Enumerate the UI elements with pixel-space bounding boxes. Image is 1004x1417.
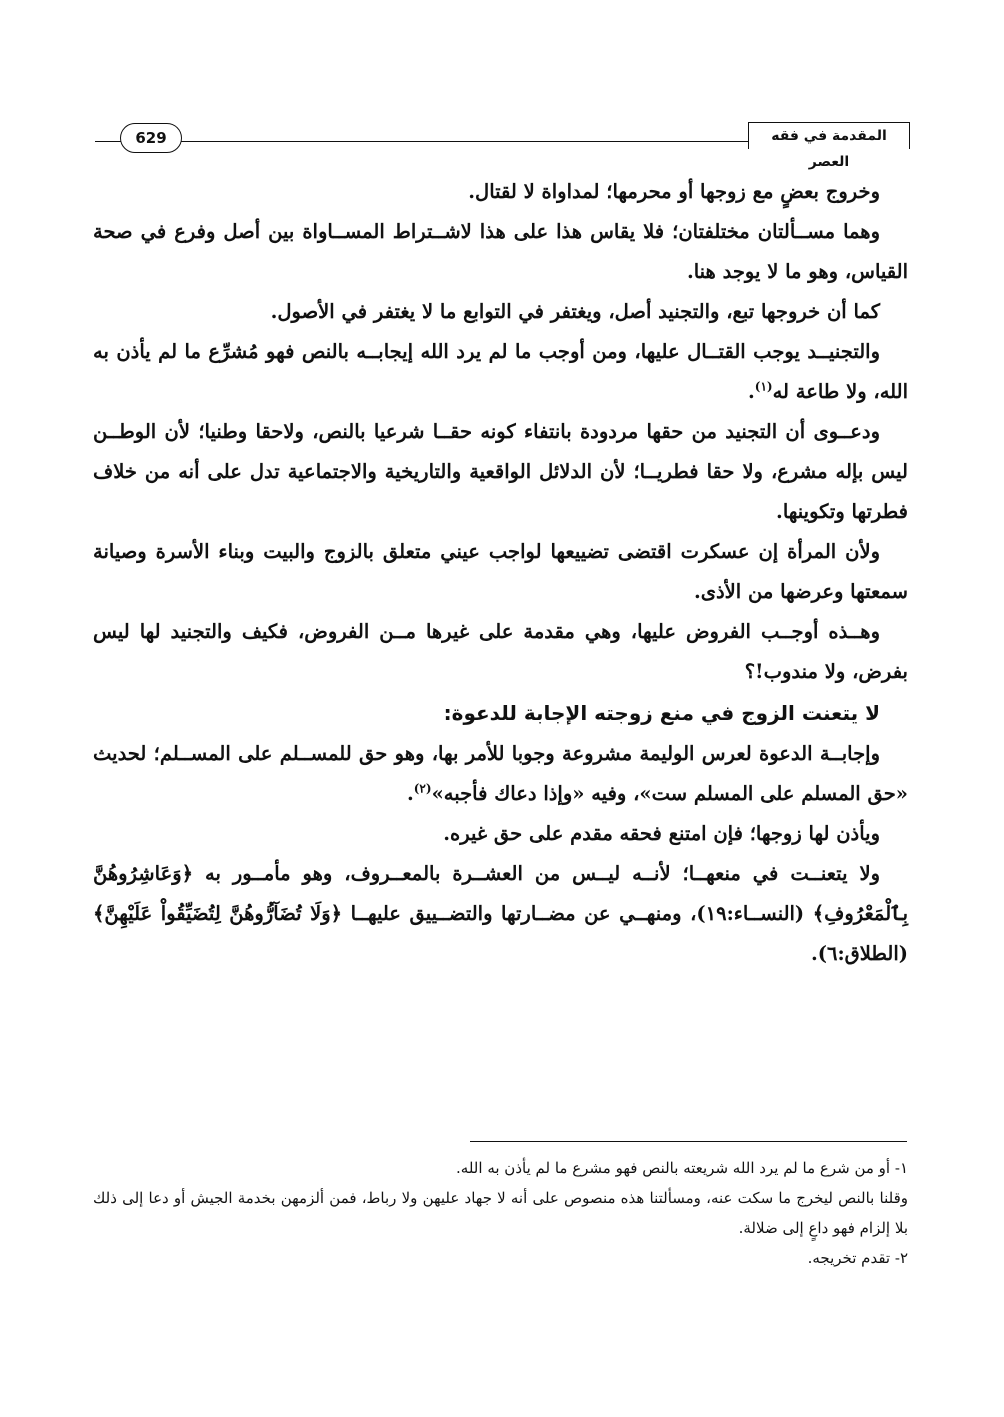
paragraph: ولأن المرأة إن عسكرت اقتضى تضييعها لواجب عيني متعلق بالزوج والبيت وبناء الأسرة وصيانة سمعتها وعرضها من الأذى. (93, 540, 908, 603)
paragraph: وهما مســألتان مختلفتان؛ فلا يقاس هذا على هذا لاشــتراط المســاواة بين أصل وفرع في صحة القياس، وهو ما لا يوجد هنا. (93, 220, 908, 283)
paragraph: وخروج بعضٍ مع زوجها أو محرمها؛ لمداواة لا لقتال. (468, 180, 880, 203)
footnote-1-continued: وقلنا بالنص ليخرج ما سكت عنه، ومسألتنا هذه منصوص على أنه لا جهاد عليهن ولا رباط، فمن ألزمهن بخدمة الجيش أو دعا إلى ذلك بلا إلزام فهو داعٍ إلى ضلالة. (93, 1189, 908, 1237)
section-heading: لا يتعنت الزوج في منع زوجته الإجابة للدعوة: (443, 701, 880, 725)
footnote-2: ٢- تقدم تخريجه. (807, 1249, 908, 1267)
paragraph-text: والتجنيــد يوجب القتــال عليها، ومن أوجب ما لم يرد الله إيجابــه بالنص فهو مُشرِّع ما لم يأذن به الله، ولا طاعة له (93, 340, 908, 403)
running-title: المقدمة في فقه العصر (748, 122, 910, 149)
footnotes (93, 1153, 908, 1273)
paragraph (93, 332, 908, 412)
paragraph-end: . (406, 782, 414, 805)
page-number: 629 (120, 123, 182, 153)
paragraph-end: . (747, 380, 755, 403)
main-text (93, 172, 908, 974)
paragraph (93, 734, 908, 814)
paragraph: كما أن خروجها تبع، والتجنيد أصل، ويغتفر في التوابع ما لا يغتفر في الأصول. (270, 300, 880, 323)
footnote-separator (470, 1141, 907, 1142)
paragraph: ولا يتعنــت في منعهــا؛ لأنــه ليــس من العشــرة بالمعــروف، وهو مأمــور به ﴿وَعَاشِرُوهُنَّ بِٱلْمَعْرُوفِ﴾ (النســاء:١٩)، ومنهــي عن مضــارتها والتضــييق عليهــا ﴿وَلَا تُضَآرُّوهُنَّ لِتُضَيِّقُواْ عَلَيْهِنَّ﴾ (الطلاق:٦). (93, 862, 909, 965)
paragraph: وهــذه أوجــب الفروض عليها، وهي مقدمة على غيرها مــن الفروض، فكيف والتجنيد لها ليس بفرض، ولا مندوب!؟ (93, 620, 908, 683)
footnote-ref-2[interactable]: (٢) (413, 781, 432, 796)
footnote-1: ١- أو من شرع ما لم يرد الله شريعته بالنص فهو مشرع ما لم يأذن به الله. (456, 1159, 908, 1177)
paragraph: ودعــوى أن التجنيد من حقها مردودة بانتفاء كونه حقــا شرعيا بالنص، ولاحقا وطنيا؛ لأن الوطــن ليس بإله مشرع، ولا حقا فطريــا؛ لأن الدلائل الواقعية والتاريخية والاجتماعية تدل على أنه من خلاف فطرتها وتكوينها. (93, 420, 908, 523)
paragraph-text: وإجابــة الدعوة لعرس الوليمة مشروعة وجوبا للأمر بها، وهو حق للمســلم على المســلم؛ لحديث «حق المسلم على المسلم ست»، وفيه «وإذا دعاك فأجبه» (93, 742, 908, 805)
paragraph: ويأذن لها زوجها؛ فإن امتنع فحقه مقدم على حق غيره. (443, 822, 880, 845)
footnote-ref-1[interactable]: (١) (754, 379, 773, 394)
